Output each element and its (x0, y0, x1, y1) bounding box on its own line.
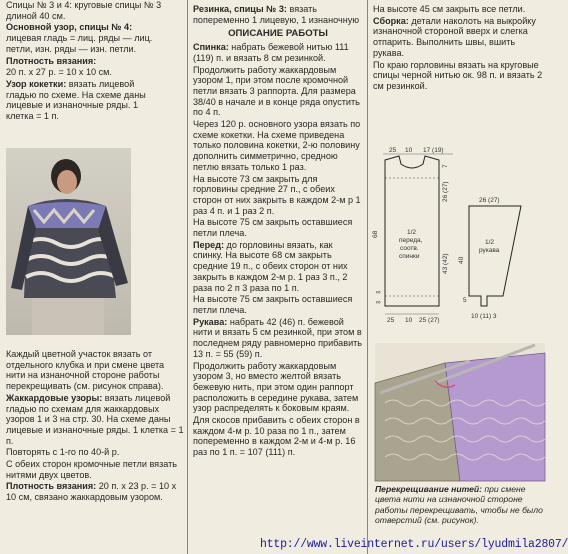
schema-left-bottom2: ∞ (376, 299, 381, 306)
yoke-text: вязать лицевой гладью по схеме. На схеме даны лицевые и изнаночные ряды. 1 клетка = 1 п. (6, 78, 146, 122)
caption-title: Перекрещивание нитей: (375, 484, 482, 494)
illustration-caption (375, 484, 545, 525)
column-left-bottom (6, 349, 184, 504)
schema-body-label-0: 1/2 (407, 229, 417, 236)
schema-sleeve-top: 26 (27) (479, 197, 500, 204)
back-p3: Через 120 р. основного узора вязать по схеме кокетки. На схеме приведена только половина кокетки, 2-ю половину дополнить симметрично, средною петлю вязать только 1 раз. (193, 119, 361, 172)
basic-pattern-text: лицевая гладь = лиц. ряды — лиц. петли, изн. ряды — изн. петли. (6, 33, 153, 54)
column-divider-1 (187, 0, 188, 554)
sleeve-title: Рукава: (193, 316, 228, 327)
yoke-title: Узор кокетки: (6, 78, 67, 89)
closing-text: На высоте 45 см закрыть все петли. (373, 4, 526, 14)
back-p2: Продолжить работу жаккардовым узором 1, при этом после кромочной петли вязать 3 раппорта. Для размера 38/40 в начале и в конце ряда опустить по 4 п. (193, 64, 360, 118)
schema-bottom-mid: 10 (405, 317, 413, 324)
density-title: Плотность вязания: (6, 55, 97, 66)
schema-right-mid2: 43 (42) (442, 253, 449, 274)
back-p4: На высоте 73 см закрыть для горловины средние 27 п., с обеих сторон от них закрыть в каждом 2-м р 1 раз 4 п. и 1 раз 2 п. (193, 173, 361, 216)
schema-bottom-right: 25 (27) (419, 317, 440, 324)
density2-text: 20 п. x 23 р. = 10 x 10 см, связано жаккардовым узором. (6, 481, 177, 503)
repeat-text: Повторять с 1-го по 40-й р. (6, 447, 120, 458)
schema-right-top: 7 (442, 164, 449, 168)
rib-title: Резинка, спицы № 3: (193, 4, 287, 14)
back-text: набрать бежевой нитью 111 (119) п. и вязать 8 см резинкой. (193, 42, 349, 63)
jacquard-text: вязать лицевой гладью по схемам для жаккардовых узоров 1 и 3 на стр. 30. На схеме даны лицевые и изнаночные ряды. 1 клетка = 1 п. (6, 392, 184, 446)
jacquard-title: Жаккардовые узоры: (6, 392, 103, 403)
schema-left-bottom1: ∞ (376, 289, 381, 296)
sleeve-p3: Для скосов прибавить с обеих сторон в каждом 4-м р. 10 раза по 1 п., затем попеременно в каждом 2-м и 4-м р. 16 раз по 1 п. = 107 (111) п. (193, 415, 360, 458)
schema-sleeve-rib: 5 (463, 297, 467, 304)
basic-pattern-title: Основной узор, спицы № 4: (6, 22, 133, 33)
schema-top-right: 17 (19) (423, 147, 444, 154)
source-url[interactable]: http://www.liveinternet.ru/users/lyudmila2807/ (260, 538, 568, 551)
schema-sleeve-label-1: рукава (479, 247, 500, 254)
sleeve-text: набрать 42 (46) п. бежевой нити и вязать 5 см резинкой, при этом в последнем ряду равномерно прибавить 13 п. = 55 (59) п. (193, 316, 363, 359)
pattern-schematic (372, 146, 545, 332)
model-photo (6, 148, 131, 335)
front-p2: На высоте 75 см закрыть оставшиеся петли плеча. (193, 294, 353, 315)
density2-title: Плотность вязания: (6, 481, 97, 492)
front-title: Перед: (193, 239, 225, 250)
schema-top-mid: 10 (405, 147, 413, 154)
schema-sleeve-h: 40 (458, 256, 465, 264)
color-intro-text: Каждый цветной участок вязать от отдельного клубка и при смене цвета нити на изнаночной стороне работы перекрещивать (см. рисунок справа). (6, 349, 165, 392)
column-right (373, 4, 545, 93)
edge-text: С обеих сторон кромочные петли вязать нитями двух цветов. (6, 459, 178, 480)
column-middle (193, 4, 363, 459)
back-title: Спинка: (193, 42, 229, 53)
schema-bottom-left: 25 (387, 317, 395, 324)
schema-sleeve-label-0: 1/2 (485, 239, 495, 246)
caption-text: при смене цвета нити на изнаночной стороне работы перекрещивать, чтобы не было отверстий (см. рисунок). (375, 484, 543, 525)
schema-sleeve-bottom: 10 (11) 3 (471, 313, 497, 320)
column-divider-2 (367, 0, 368, 554)
schema-body-height: 68 (372, 230, 379, 238)
density-text: 20 п. x 27 р. = 10 x 10 см. (6, 67, 112, 78)
schema-right-mid1: 26 (27) (442, 181, 449, 202)
front-text: до горловины вязать, как спинку. На высоте 68 см закрыть средние 19 п., с обеих сторон от них закрыть в каждом 2-м р. 1 раз 3 п., 2 раза по 2 п 3 раза по 1 п. (193, 239, 348, 293)
schema-body-label-3: спинки (399, 253, 420, 260)
schema-top-left: 25 (389, 147, 397, 154)
assembly-title: Сборка: (373, 15, 409, 26)
column-left (6, 0, 164, 123)
schema-body-label-1: переда, (399, 237, 423, 244)
section-title: ОПИСАНИЕ РАБОТЫ (228, 28, 328, 40)
assembly-text: детали наколоть на выкройку изнаночной стороной вверх и слегка отпарить. Выполнить швы, вшить рукава. (373, 15, 536, 58)
sleeve-p2: Продолжить работу жаккардовым узором 3, но вместо желтой вязать бежевую нить, при этом один раппорт расположить в середине рукава, затем узор распределять к боковым краям. (193, 360, 359, 414)
needles-text: Спицы № 3 и 4: круговые спицы № 3 длиной 40 см. (6, 0, 162, 21)
back-p5: На высоте 75 см закрыть оставшиеся петли плеча. (193, 217, 353, 239)
yarn-crossing-illustration (375, 343, 545, 481)
schema-body-label-2: соотв. (400, 245, 419, 252)
neckline-text: По краю горловины вязать на круговые спицы черной нитью ок. 98 п. и вязать 2 см резинкой. (373, 59, 543, 91)
rib-text: вязать попеременно 1 лицевую, 1 изнаночную (193, 4, 360, 25)
